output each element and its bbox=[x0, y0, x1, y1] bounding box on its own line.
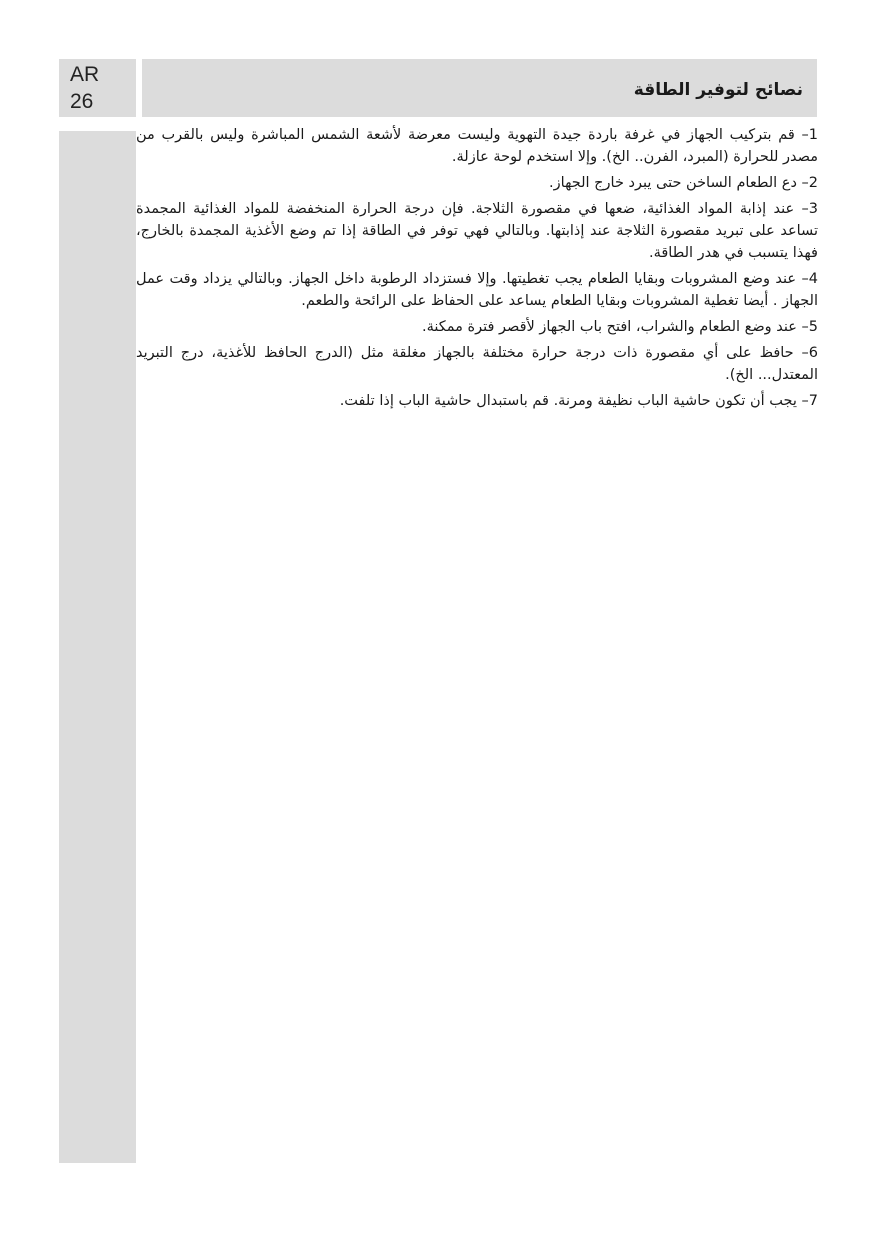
page-title: نصائح لتوفير الطاقة bbox=[633, 80, 803, 100]
language-code: AR bbox=[70, 63, 100, 86]
header-bar bbox=[142, 59, 817, 117]
tip-item: 7– يجب أن تكون حاشية الباب نظيفة ومرنة. قم باستبدال حاشية الباب إذا تلفت. bbox=[339, 393, 818, 409]
tip-item: 4– عند وضع المشروبات وبقايا الطعام يجب تغطيتها. وإلا فستزداد الرطوبة داخل الجهاز. وبالتالي يزداد وقت عمل الجهاز . أيضا تغطية المشروبات وبقايا الطعام يساعد على الحفاظ على الرائحة والطعم. bbox=[136, 271, 818, 309]
tip-item: 2– دع الطعام الساخن حتى يبرد خارج الجهاز. bbox=[549, 175, 818, 191]
tip-item: 5– عند وضع الطعام والشراب، افتح باب الجهاز لأقصر فترة ممكنة. bbox=[421, 319, 818, 335]
side-margin-bar bbox=[59, 131, 136, 1163]
tip-item: 3– عند إذابة المواد الغذائية، ضعها في مقصورة الثلاجة. فإن درجة الحرارة المنخفضة للمواد الغذائية المجمدة تساعد على تبريد مقصورة الثلاجة عند إذابتها. وبالتالي فهي توفر في الطاقة إذا تم وضع الأغذية المجمدة بالخارج، فهذا يتسبب في هدر الطاقة. bbox=[136, 201, 818, 261]
page-number: 26 bbox=[70, 90, 94, 113]
tip-item: 6– حافظ على أي مقصورة ذات درجة حرارة مختلفة بالجهاز مغلقة مثل (الدرج الحافظ للأغذية، درج التبريد المعتدل... الخ). bbox=[136, 345, 818, 383]
tip-item: 1– قم بتركيب الجهاز في غرفة باردة جيدة التهوية وليست معرضة لأشعة الشمس المباشرة وليس بالقرب من مصدر للحرارة (المبرد، الفرن.. الخ). وإلا استخدم لوحة عازلة. bbox=[136, 127, 818, 165]
tips-list bbox=[136, 124, 818, 416]
page-code-box bbox=[59, 59, 136, 117]
